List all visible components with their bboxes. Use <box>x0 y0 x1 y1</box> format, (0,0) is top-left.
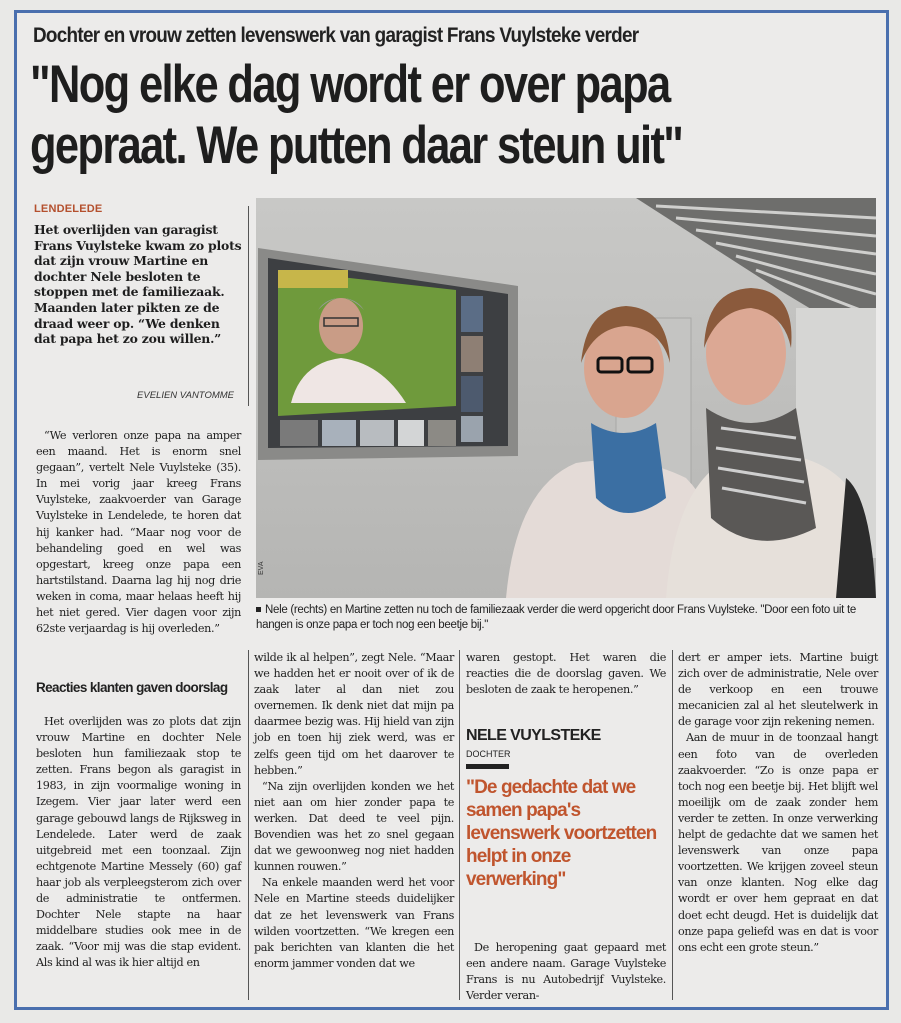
photo-caption <box>256 603 881 633</box>
column-2-text <box>254 650 454 972</box>
paragraph: Na enkele maanden werd het voor Nele en Martine steeds duidelijker dat ze het levenswerk van Frans wilden voortzetten. “We kregen een pak berichten van klanten die het enorm jammer vonden dat we <box>254 876 454 970</box>
paragraph: De heropening gaat gepaard met een andere naam. Garage Vuylsteke Frans is nu Autobedrijf Vuylsteke. Verder veran- <box>466 941 666 1003</box>
paragraph: “We verloren onze papa na amper een maand. Het is enorm snel gegaan”, vertelt Nele Vuylsteke (35). In mei vorig jaar kreeg Frans Vuylsteke, zaakvoerder van Garage Vuylsteke in Lendelede, te horen dat hij kanker had. “Maar nog voor de behandeling goed en wel was opgestart, kreeg onze papa een hartstilstand. Daarna lag hij nog drie weken in coma, maar helaas heeft hij het niet gered. Vier dagen voor zijn 62ste verjaardag is hij overleden.” <box>36 429 241 636</box>
martine-scarf <box>591 423 666 513</box>
column-divider <box>672 650 673 1000</box>
paragraph: Het overlijden was zo plots dat zijn vrouw Martine en dochter Nele besloten hun familiezaak stop te zetten. Frans begon als garagist in 1983, in zijn voormalige woning in Izegem. Vier jaar later werd een garage gebouwd langs de Rijksweg in Lendelede. Later werd de zaak uitgebreid met een toonzaal. Zijn echtgenote Martine Messely (60) gaf haar job als verpleegsterom zich over de administratie te ontfermen. Dochter Nele stapte na haar middelbare studies ook mee in de zaak. “Voor mij was die stap evident. Als kind al was ik hier altijd en <box>36 715 241 970</box>
pullquote-text: "De gedachte dat we samen papa's levenswerk voortzetten helpt in onze verwerking" <box>466 777 657 890</box>
column-1-text-b <box>36 714 241 972</box>
column-divider <box>248 650 249 1000</box>
paragraph: Aan de muur in de toonzaal hangt een foto van de overleden zaakvoerder. “Zo is onze papa er toch nog een beetje bij. Het blijft wel moeilijk om de zaak zonder hem verder te zetten. In onze verwerking helpt de gedachte dat we samen het levenswerk van onze papa voortzetten. We krijgen zoveel steun van onze klanten. Nog elke dag wordt er over hem gepraat en dat doet echt deugd. Het is duidelijk dat onze papa geliefd was en dat is voor ons echt een grote steun.” <box>678 731 878 954</box>
intro-lead: Het overlijden van garagist Frans Vuylsteke kwam zo plots dat zijn vrouw Martine en dochter Nele besloten te stoppen met de familiezaak. Maanden later pikten ze de draad weer op. “We denken dat papa het zo zou willen.” <box>34 222 242 347</box>
column-3-text <box>466 650 666 698</box>
photo-illustration <box>256 198 876 598</box>
pullquote-role: DOCHTER <box>466 749 511 759</box>
column-3-text-b <box>466 940 666 1004</box>
caption-text: Nele (rechts) en Martine zetten nu toch de familiezaak verder die werd opgericht door Frans Vuylsteke. "Door een foto uit te hangen is onze papa er toch nog een beetje bij." <box>256 604 856 631</box>
article-kicker: Dochter en vrouw zetten levenswerk van garagist Frans Vuylsteke verder <box>33 24 639 47</box>
pullquote-bar <box>466 764 509 769</box>
headline-line-1: "Nog elke dag wordt er over papa <box>30 55 670 114</box>
subheading: Reacties klanten gaven doorslag <box>36 680 228 695</box>
column-divider <box>248 206 249 406</box>
column-4-text <box>678 650 878 956</box>
article-photo <box>256 198 876 598</box>
column-divider <box>459 650 460 1000</box>
photo-credit: EVA <box>258 561 265 575</box>
headline-line-2: gepraat. We putten daar steun uit" <box>30 116 683 175</box>
paragraph: waren gestopt. Het waren die reacties die de doorslag gaven. We besloten de zaak te heropenen.” <box>466 651 666 697</box>
dateline: LENDELEDE <box>34 203 103 215</box>
byline: EVELIEN VANTOMME <box>137 390 234 401</box>
pullquote-name: NELE VUYLSTEKE <box>466 727 601 744</box>
paragraph: wilde ik al helpen”, zegt Nele. “Maar we hadden het er nooit over of ik de zaak later al dan niet zou overnemen. Ik denk niet dat mijn pa daarmee bezig was. Hij hield van zijn job en toen hij ziek werd, was er zelfs geen tijd om het daarover te hebben.” <box>254 651 454 777</box>
caption-bullet-icon <box>256 607 261 612</box>
paragraph: dert er amper iets. Martine buigt zich over de administratie, Nele over de verkoop en een trouwe mecanicien zal al het sleutelwerk in de garage voor zijn rekening nemen. <box>678 651 878 729</box>
column-1-text <box>36 428 241 637</box>
article-headline <box>30 54 735 176</box>
paragraph: “Na zijn overlijden konden we het niet aan om hier zonder papa te werken. Dat deed te veel pijn. Bovendien was het zo snel gegaan dat we gewoonweg nog niet hadden kunnen rouwen.” <box>254 779 454 874</box>
